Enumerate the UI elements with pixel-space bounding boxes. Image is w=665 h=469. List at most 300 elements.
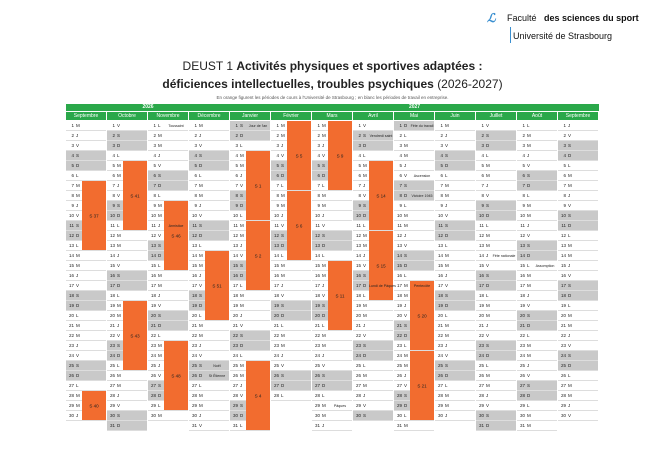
day-letter: V	[199, 213, 203, 218]
day-letter: L	[322, 323, 325, 328]
course-period-block	[328, 121, 352, 190]
day-letter: V	[199, 423, 203, 428]
day-number: 13	[68, 243, 74, 248]
day-letter: D	[404, 263, 408, 268]
day-cell	[435, 251, 475, 261]
logo-line-1: Faculté des sciences du sport	[507, 13, 639, 23]
day-cell	[148, 291, 188, 301]
day-letter: M	[322, 403, 326, 408]
title-line-1: Activités physiques et sportives adaptées :	[236, 59, 483, 73]
day-number: 19	[314, 303, 320, 308]
day-letter: L	[158, 403, 161, 408]
day-letter: J	[322, 423, 325, 428]
day-letter: L	[486, 153, 489, 158]
day-number: 31	[314, 423, 320, 428]
day-cell	[435, 321, 475, 331]
day-cell	[353, 411, 393, 421]
day-cell	[107, 261, 147, 271]
day-number: 31	[396, 423, 402, 428]
day-number: 16	[560, 273, 566, 278]
day-cell	[66, 131, 106, 141]
day-number: 8	[153, 193, 156, 198]
course-period-block	[164, 341, 188, 410]
day-number: 11	[520, 223, 525, 228]
day-number: 21	[355, 323, 361, 328]
day-letter: D	[322, 313, 326, 318]
course-period-block	[369, 231, 396, 300]
day-number: 28	[109, 393, 115, 398]
day-number: 1	[276, 123, 279, 128]
day-number: 30	[478, 413, 484, 418]
day-number: 5	[522, 163, 525, 168]
day-cell	[394, 231, 434, 241]
holiday-label: Vendredi saint	[369, 134, 393, 138]
day-letter: S	[240, 403, 244, 408]
day-number: 10	[519, 213, 525, 218]
week-label: S 21	[417, 383, 427, 388]
week-label: S 2	[254, 253, 262, 258]
day-letter: J	[568, 123, 571, 128]
day-cell	[353, 331, 393, 341]
day-number: 13	[109, 243, 115, 248]
day-letter: V	[527, 233, 531, 238]
day-number: 16	[273, 273, 279, 278]
day-cell	[148, 331, 188, 341]
day-cell	[558, 221, 598, 231]
day-number: 26	[396, 373, 402, 378]
day-letter: M	[199, 193, 203, 198]
day-letter: J	[117, 183, 120, 188]
day-letter: V	[322, 153, 326, 158]
day-cell	[107, 391, 147, 401]
day-number: 20	[560, 313, 566, 318]
day-number: 20	[150, 313, 156, 318]
day-letter: V	[445, 143, 449, 148]
day-letter: L	[404, 413, 407, 418]
day-cell	[230, 351, 270, 361]
day-cell	[148, 281, 188, 291]
day-cell	[107, 291, 147, 301]
day-letter: J	[199, 203, 202, 208]
day-cell	[517, 141, 557, 151]
day-number: 27	[355, 383, 361, 388]
holiday-label: Assomption	[535, 264, 555, 268]
day-cell	[435, 311, 475, 321]
day-cell	[476, 121, 516, 131]
day-number: 10	[68, 213, 74, 218]
day-cell	[353, 151, 393, 161]
calendar-note: En orange figurent les périodes de cours à l'Université de Strasbourg ; en blanc les périodes de travail en entreprise.	[216, 95, 449, 100]
day-letter: L	[445, 173, 448, 178]
day-letter: M	[76, 193, 80, 198]
day-cell	[558, 211, 598, 221]
day-letter: D	[158, 183, 162, 188]
day-number: 18	[519, 293, 525, 298]
day-letter: S	[76, 363, 80, 368]
day-cell	[353, 351, 393, 361]
day-letter: L	[76, 383, 79, 388]
day-letter: V	[240, 183, 244, 188]
day-letter: S	[568, 213, 572, 218]
day-number: 17	[478, 283, 484, 288]
day-number: 18	[273, 293, 279, 298]
day-number: 31	[232, 423, 238, 428]
day-letter: V	[158, 373, 162, 378]
day-letter: D	[445, 303, 449, 308]
title-program: DEUST 1	[182, 59, 234, 73]
day-letter: V	[117, 403, 121, 408]
day-letter: M	[486, 173, 490, 178]
week-label: S 51	[212, 283, 222, 288]
day-number: 21	[396, 323, 402, 328]
day-number: 25	[478, 363, 484, 368]
day-number: 5	[71, 163, 74, 168]
day-letter: J	[445, 413, 448, 418]
day-letter: J	[199, 413, 202, 418]
day-cell	[230, 311, 270, 321]
day-letter: D	[486, 423, 490, 428]
day-cell	[394, 221, 434, 231]
university-logo	[483, 9, 639, 43]
day-number: 30	[437, 413, 443, 418]
day-number: 9	[563, 203, 566, 208]
day-cell	[435, 401, 475, 411]
day-number: 13	[191, 243, 197, 248]
day-number: 24	[68, 353, 74, 358]
day-cell	[558, 401, 598, 411]
day-letter: J	[240, 383, 243, 388]
day-letter: S	[76, 153, 80, 158]
day-cell	[66, 381, 106, 391]
day-cell	[107, 271, 147, 281]
day-number: 3	[71, 143, 74, 148]
course-period-block	[410, 351, 434, 420]
day-number: 12	[437, 233, 443, 238]
day-number: 2	[317, 133, 320, 138]
day-letter: L	[199, 243, 202, 248]
day-number: 31	[191, 423, 197, 428]
day-letter: L	[568, 303, 571, 308]
day-number: 9	[440, 203, 443, 208]
day-letter: L	[363, 223, 366, 228]
day-number: 27	[437, 383, 443, 388]
course-period-block	[205, 251, 229, 320]
day-number: 2	[522, 133, 525, 138]
day-number: 13	[355, 243, 361, 248]
day-cell	[558, 201, 598, 211]
day-number: 7	[276, 183, 279, 188]
day-cell	[435, 201, 475, 211]
day-cell	[435, 351, 475, 361]
day-number: 27	[68, 383, 74, 388]
day-letter: V	[199, 143, 203, 148]
day-letter: M	[568, 173, 572, 178]
day-cell	[312, 381, 352, 391]
day-cell	[558, 271, 598, 281]
day-cell	[435, 141, 475, 151]
day-cell	[148, 141, 188, 151]
day-cell	[517, 201, 557, 211]
day-number: 29	[519, 403, 525, 408]
day-number: 16	[396, 273, 402, 278]
day-number: 3	[563, 143, 566, 148]
day-number: 4	[522, 153, 525, 158]
day-letter: M	[240, 363, 244, 368]
day-number: 25	[396, 363, 402, 368]
day-letter: J	[404, 163, 407, 168]
day-letter: D	[568, 363, 572, 368]
title-line-2: déficiences intellectuelles, troubles psychiques	[162, 77, 434, 91]
calendar-grid	[66, 104, 600, 428]
day-number: 24	[560, 353, 566, 358]
day-letter: M	[568, 243, 572, 248]
title-year: (2026-2027)	[437, 77, 503, 91]
day-number: 21	[109, 323, 115, 328]
day-letter: M	[281, 133, 285, 138]
day-letter: S	[527, 243, 531, 248]
day-letter: S	[281, 373, 285, 378]
day-cell	[517, 341, 557, 351]
day-number: 26	[191, 373, 197, 378]
day-cell	[435, 411, 475, 421]
day-letter: L	[445, 313, 448, 318]
day-number: 21	[68, 323, 74, 328]
day-letter: M	[363, 303, 367, 308]
day-cell	[558, 251, 598, 261]
day-letter: J	[404, 303, 407, 308]
day-letter: M	[322, 193, 326, 198]
day-letter: L	[76, 243, 79, 248]
day-letter: J	[199, 343, 202, 348]
day-cell	[312, 191, 352, 201]
logo-divider	[510, 27, 511, 43]
day-number: 3	[358, 143, 361, 148]
day-number: 3	[276, 143, 279, 148]
day-letter: L	[281, 183, 284, 188]
day-letter: J	[363, 253, 366, 258]
day-number: 14	[355, 253, 361, 258]
day-number: 9	[112, 203, 115, 208]
day-number: 1	[317, 123, 320, 128]
day-number: 27	[519, 383, 525, 388]
day-letter: M	[445, 123, 449, 128]
day-number: 4	[563, 153, 566, 158]
day-number: 16	[191, 273, 197, 278]
day-number: 4	[440, 153, 443, 158]
day-cell	[271, 261, 311, 271]
day-cell	[66, 251, 106, 261]
day-number: 29	[68, 403, 74, 408]
day-letter: V	[76, 353, 80, 358]
day-number: 13	[437, 243, 443, 248]
day-number: 6	[153, 173, 156, 178]
day-number: 26	[68, 373, 74, 378]
day-cell	[394, 421, 434, 431]
day-cell	[271, 291, 311, 301]
holiday-label: Noël	[213, 364, 221, 368]
day-number: 2	[399, 133, 402, 138]
day-number: 19	[560, 303, 566, 308]
day-letter: D	[568, 223, 572, 228]
week-label: S 20	[417, 313, 427, 318]
day-number: 29	[437, 403, 443, 408]
day-number: 22	[437, 333, 443, 338]
day-cell	[476, 311, 516, 321]
day-letter: J	[76, 343, 79, 348]
day-cell	[558, 241, 598, 251]
day-number: 19	[68, 303, 74, 308]
day-letter: M	[76, 403, 80, 408]
day-number: 4	[153, 153, 156, 158]
day-cell	[148, 151, 188, 161]
day-letter: L	[117, 223, 120, 228]
day-number: 27	[150, 383, 156, 388]
day-letter: V	[404, 313, 408, 318]
day-number: 8	[317, 193, 320, 198]
page-title	[0, 57, 665, 93]
day-number: 23	[396, 343, 402, 348]
day-letter: J	[486, 393, 489, 398]
day-letter: S	[445, 223, 449, 228]
day-cell	[66, 311, 106, 321]
day-cell	[476, 151, 516, 161]
day-cell	[66, 141, 106, 151]
day-cell	[230, 141, 270, 151]
day-number: 5	[358, 163, 361, 168]
day-number: 7	[399, 183, 402, 188]
day-cell	[435, 361, 475, 371]
day-letter: L	[281, 253, 284, 258]
day-number: 27	[191, 383, 197, 388]
day-number: 12	[150, 233, 156, 238]
day-number: 9	[71, 203, 74, 208]
day-cell	[189, 191, 229, 201]
day-number: 11	[274, 223, 279, 228]
day-letter: V	[568, 203, 572, 208]
day-number: 26	[150, 373, 156, 378]
day-number: 1	[481, 123, 484, 128]
day-number: 10	[478, 213, 484, 218]
day-letter: M	[568, 383, 572, 388]
day-number: 31	[519, 423, 525, 428]
month-header: Septembre	[66, 112, 107, 120]
day-number: 11	[110, 223, 115, 228]
day-letter: L	[240, 213, 243, 218]
day-cell	[271, 351, 311, 361]
day-number: 10	[437, 213, 443, 218]
day-letter: D	[199, 233, 203, 238]
day-number: 11	[192, 223, 197, 228]
day-cell	[66, 301, 106, 311]
day-letter: J	[445, 203, 448, 208]
day-letter: V	[486, 263, 490, 268]
day-cell	[189, 381, 229, 391]
day-letter: J	[527, 153, 530, 158]
day-cell	[435, 221, 475, 231]
day-number: 12	[109, 233, 115, 238]
day-cell	[476, 381, 516, 391]
day-letter: J	[363, 323, 366, 328]
day-number: 26	[519, 373, 525, 378]
day-letter: M	[76, 323, 80, 328]
day-letter: V	[117, 193, 121, 198]
week-label: S 46	[171, 233, 181, 238]
day-letter: V	[117, 263, 121, 268]
day-number: 7	[317, 183, 320, 188]
day-number: 23	[232, 343, 238, 348]
day-number: 8	[112, 193, 115, 198]
day-letter: M	[527, 353, 531, 358]
day-number: 7	[71, 183, 74, 188]
day-cell	[476, 351, 516, 361]
day-number: 17	[109, 283, 115, 288]
day-cell	[558, 371, 598, 381]
day-letter: L	[117, 293, 120, 298]
day-number: 24	[355, 353, 361, 358]
day-letter: V	[76, 143, 80, 148]
day-cell	[394, 211, 434, 221]
day-number: 23	[560, 343, 566, 348]
day-number: 2	[194, 133, 197, 138]
day-letter: V	[568, 343, 572, 348]
day-letter: S	[117, 133, 121, 138]
day-cell	[517, 301, 557, 311]
day-letter: M	[445, 263, 449, 268]
day-number: 29	[150, 403, 156, 408]
day-letter: M	[240, 303, 244, 308]
day-letter: D	[117, 353, 121, 358]
day-number: 15	[478, 263, 484, 268]
day-cell	[476, 401, 516, 411]
day-letter: M	[527, 273, 531, 278]
day-cell	[189, 321, 229, 331]
day-number: 30	[191, 413, 197, 418]
day-number: 17	[150, 283, 156, 288]
day-letter: D	[363, 143, 367, 148]
day-number: 9	[481, 203, 484, 208]
year-2026-header: 2026	[66, 104, 230, 111]
day-cell	[271, 381, 311, 391]
day-cell	[271, 331, 311, 341]
day-letter: J	[76, 273, 79, 278]
day-cell	[271, 391, 311, 401]
day-number: 3	[399, 143, 402, 148]
day-letter: D	[527, 183, 531, 188]
day-number: 16	[355, 273, 361, 278]
day-number: 1	[358, 123, 361, 128]
day-letter: M	[240, 293, 244, 298]
day-letter: M	[486, 233, 490, 238]
day-number: 10	[232, 213, 238, 218]
day-cell	[476, 281, 516, 291]
day-cell	[558, 291, 598, 301]
day-cell	[189, 211, 229, 221]
day-cell	[476, 261, 516, 271]
day-letter: M	[158, 203, 162, 208]
day-letter: M	[281, 343, 285, 348]
day-letter: D	[322, 173, 326, 178]
day-number: 25	[355, 363, 361, 368]
year-2027-header: 2027	[230, 104, 599, 111]
day-number: 28	[68, 393, 74, 398]
day-number: 24	[519, 353, 525, 358]
day-letter: J	[76, 133, 79, 138]
day-number: 22	[150, 333, 156, 338]
day-cell	[517, 381, 557, 391]
day-number: 29	[109, 403, 115, 408]
day-letter: L	[199, 173, 202, 178]
day-cell	[558, 381, 598, 391]
